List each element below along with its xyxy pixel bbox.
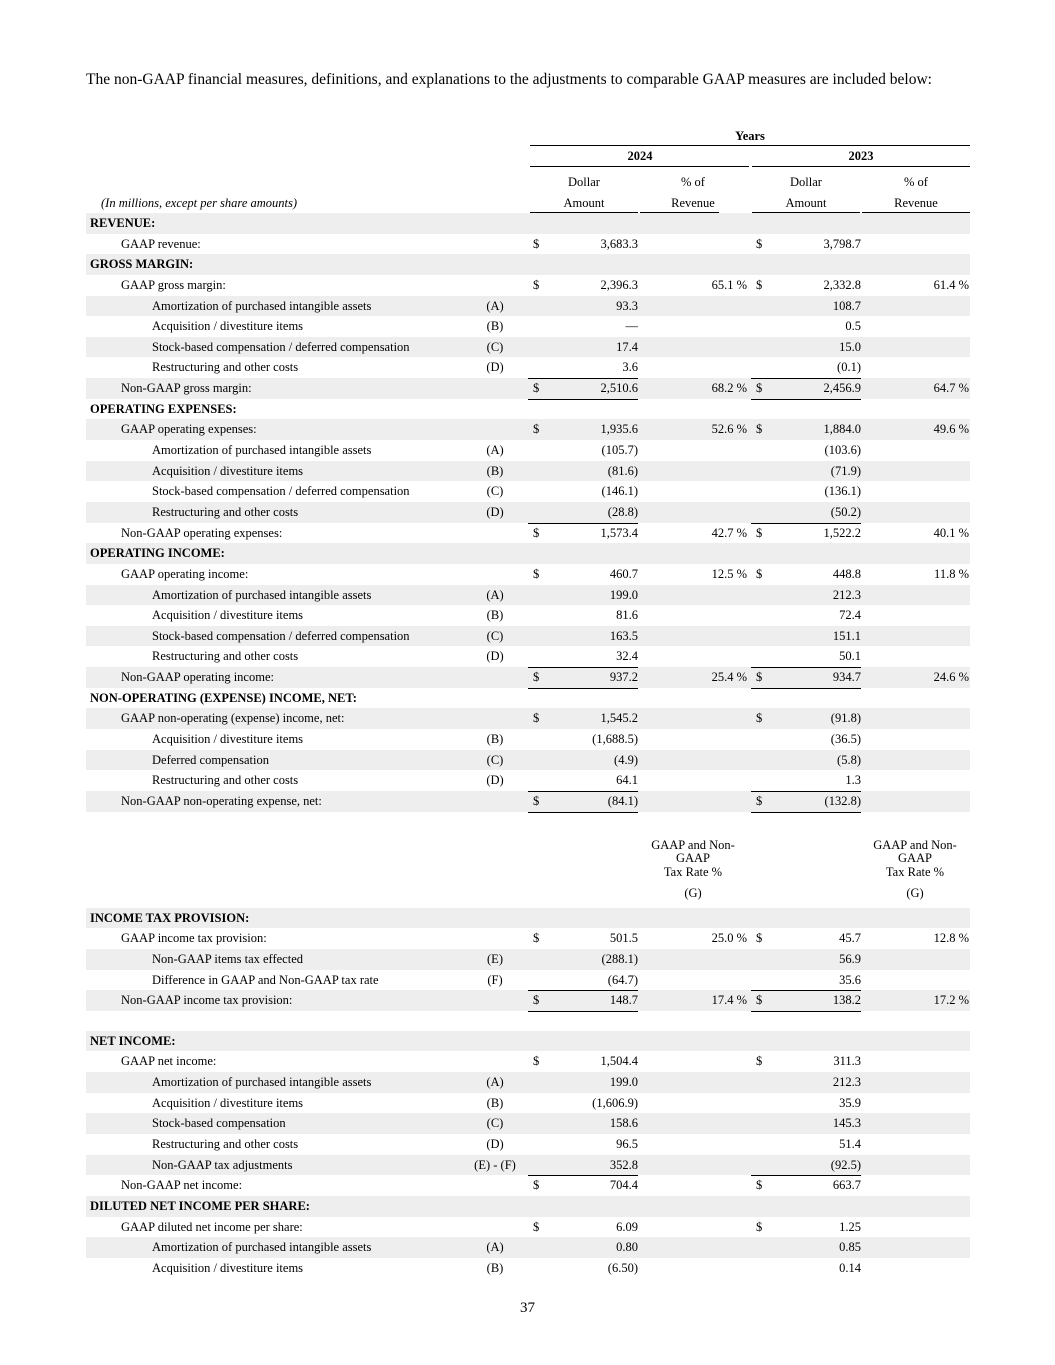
percent-2024: 17.4 % — [711, 993, 747, 1008]
percent-2024: 12.5 % — [711, 566, 747, 581]
pct-header-2023: % of — [904, 175, 928, 189]
table-row — [86, 750, 970, 771]
tax-rate-label-2024-l3: Tax Rate % — [663, 864, 723, 879]
total-rule — [751, 791, 861, 813]
table-row — [86, 708, 970, 729]
row-label: Restructuring and other costs — [152, 1136, 299, 1151]
row-label: Restructuring and other costs — [152, 360, 299, 375]
intro-paragraph: The non-GAAP financial measures, definitions, and explanations to the adjustments to comparable GAAP measures are included below: — [86, 71, 932, 88]
amount-2023: (92.5) — [830, 1157, 861, 1172]
percent-2023: 61.4 % — [933, 277, 969, 292]
dollar-header-2023: Dollar — [790, 175, 822, 189]
amount-header-2023: Amount — [785, 196, 827, 210]
amount-2024: 96.5 — [616, 1136, 638, 1151]
amount-2023: 151.1 — [832, 628, 861, 643]
amount-2023: 2,456.9 — [823, 381, 861, 396]
row-label: GAAP revenue: — [121, 236, 201, 251]
table-row — [86, 523, 970, 544]
amount-2023: (0.1) — [837, 360, 861, 375]
dollar-sign-2024: $ — [533, 525, 540, 540]
amount-2024: (288.1) — [601, 951, 638, 966]
amount-2023: (91.8) — [830, 711, 861, 726]
amount-2023: (103.6) — [824, 443, 861, 458]
amount-2024: 1,504.4 — [600, 1054, 638, 1069]
amount-2024: (1,688.5) — [592, 732, 638, 747]
units-note: (In millions, except per share amounts) — [101, 196, 298, 210]
amount-2023: 45.7 — [839, 931, 861, 946]
percent-2024: 68.2 % — [711, 381, 747, 396]
amount-2024: 81.6 — [616, 608, 638, 623]
footnote-ref: (A) — [486, 1240, 504, 1255]
table-row — [86, 646, 970, 667]
row-label: GAAP income tax provision: — [121, 931, 267, 946]
row-label: Restructuring and other costs — [152, 504, 299, 519]
page-number: 37 — [520, 1300, 535, 1316]
row-label: GAAP operating income: — [121, 566, 249, 581]
dollar-sign-2024: $ — [533, 566, 540, 581]
row-label: Acquisition / divestiture items — [152, 608, 304, 623]
amount-2024: 148.7 — [609, 993, 638, 1008]
table-row — [86, 1258, 970, 1279]
dollar-sign-2024: $ — [533, 1219, 540, 1234]
dollar-sign-2024: $ — [533, 711, 540, 726]
footnote-ref: (B) — [486, 319, 504, 334]
table-row — [86, 296, 970, 317]
amount-2023: 3,798.7 — [823, 236, 861, 251]
amount-2023: 448.8 — [832, 566, 861, 581]
dollar-sign-2024: $ — [533, 1054, 540, 1069]
table-row — [86, 1175, 970, 1196]
total-rule — [751, 378, 861, 400]
footnote-ref: (D) — [486, 1136, 504, 1151]
section-heading-row — [86, 908, 970, 929]
dollar-sign-2023: $ — [756, 277, 763, 292]
tax-rate-label-2024-l2: GAAP — [675, 850, 711, 865]
dollar-sign-2024: $ — [533, 993, 540, 1008]
row-label: Stock-based compensation — [152, 1116, 286, 1131]
amount-2024: 501.5 — [609, 931, 638, 946]
dollar-sign-2023: $ — [756, 1054, 763, 1069]
total-rule — [528, 378, 638, 400]
row-label: Acquisition / divestiture items — [152, 1095, 304, 1110]
table-row — [86, 928, 970, 949]
amount-2023: 934.7 — [832, 670, 861, 685]
row-label: GROSS MARGIN: — [90, 257, 194, 272]
table-row — [86, 440, 970, 461]
total-rule — [751, 523, 861, 545]
row-label: Amortization of purchased intangible assets — [152, 298, 372, 313]
amount-2024: 352.8 — [609, 1157, 638, 1172]
amount-2024: — — [625, 319, 638, 334]
amount-2024: (64.7) — [607, 972, 638, 987]
table-row — [86, 585, 970, 606]
tax-rate-header — [86, 839, 970, 908]
table-row — [86, 502, 970, 523]
dollar-sign-2023: $ — [756, 711, 763, 726]
years-header: Years — [735, 129, 765, 143]
amount-2023: (136.1) — [824, 484, 861, 499]
footnote-ref: (D) — [486, 649, 504, 664]
section-a — [86, 213, 970, 812]
table-row — [86, 275, 970, 296]
percent-2023: 17.2 % — [933, 993, 969, 1008]
table-row — [86, 970, 970, 991]
table-row — [86, 1237, 970, 1258]
percent-2023: 11.8 % — [934, 566, 969, 581]
dollar-sign-2023: $ — [756, 381, 763, 396]
amount-2023: 35.9 — [839, 1095, 861, 1110]
dollar-sign-2024: $ — [533, 277, 540, 292]
table-row — [86, 1217, 970, 1238]
tax-rate-note-2024: (G) — [684, 885, 702, 900]
tax-rate-label-2024-l1: GAAP and Non- — [651, 837, 735, 852]
dollar-sign-2023: $ — [756, 670, 763, 685]
amount-2024: 158.6 — [609, 1116, 638, 1131]
table-row — [86, 605, 970, 626]
amount-2024: 93.3 — [616, 298, 638, 313]
row-label: Non-GAAP income tax provision: — [121, 993, 293, 1008]
dollar-sign-2024: $ — [533, 931, 540, 946]
years-rule — [530, 145, 970, 146]
footnote-ref: (E) - (F) — [474, 1157, 516, 1172]
footnote-ref: (C) — [486, 339, 504, 354]
total-rule — [528, 791, 638, 813]
amount-2023: 2,332.8 — [823, 277, 861, 292]
tax-rate-note-2023: (G) — [906, 885, 924, 900]
amount-2023: (132.8) — [824, 793, 861, 808]
dollar-sign-2024: $ — [533, 793, 540, 808]
table-row — [86, 1113, 970, 1134]
table-row — [86, 770, 970, 791]
table-row — [86, 729, 970, 750]
row-label: Acquisition / divestiture items — [152, 463, 304, 478]
row-label: GAAP diluted net income per share: — [121, 1219, 303, 1234]
row-label: Stock-based compensation / deferred compensation — [152, 484, 410, 499]
pct-header-2024: % of — [681, 175, 705, 189]
percent-2023: 49.6 % — [933, 422, 969, 437]
percent-2024: 42.7 % — [711, 525, 747, 540]
table-row — [86, 949, 970, 970]
table-row — [86, 1093, 970, 1114]
amount-2023: 108.7 — [832, 298, 861, 313]
amount-2024: 3,683.3 — [600, 236, 638, 251]
row-label: Amortization of purchased intangible assets — [152, 1075, 372, 1090]
dollar-sign-2023: $ — [756, 236, 763, 251]
dollar-sign-2023: $ — [756, 1178, 763, 1193]
row-label: Acquisition / divestiture items — [152, 319, 304, 334]
amount-2023: 212.3 — [832, 587, 861, 602]
footnote-ref: (C) — [486, 484, 504, 499]
amount-2023: (71.9) — [830, 463, 861, 478]
dollar-sign-2024: $ — [533, 236, 540, 251]
amount-2023: 1.25 — [839, 1219, 861, 1234]
section-heading-row — [86, 1031, 970, 1052]
total-rule — [528, 990, 638, 1012]
table-row — [86, 564, 970, 585]
row-label: Difference in GAAP and Non-GAAP tax rate — [152, 972, 379, 987]
amount-2023: (50.2) — [830, 504, 861, 519]
year-2024-rule — [530, 166, 749, 167]
percent-2023: 40.1 % — [933, 525, 969, 540]
amount-2024: 704.4 — [609, 1178, 638, 1193]
row-label: GAAP operating expenses: — [121, 422, 257, 437]
amount-2023: (5.8) — [837, 752, 861, 767]
total-rule — [751, 667, 861, 689]
amount-2024: (6.50) — [607, 1260, 638, 1275]
dollar-sign-2023: $ — [756, 566, 763, 581]
dollar-sign-2023: $ — [756, 1219, 763, 1234]
section-heading-row — [86, 399, 970, 420]
row-label: Stock-based compensation / deferred compensation — [152, 628, 410, 643]
amount-2023: 50.1 — [839, 649, 861, 664]
reconciliation-table — [86, 213, 970, 1278]
amount-2024: 64.1 — [616, 773, 638, 788]
footnote-ref: (C) — [486, 1116, 504, 1131]
table-row — [86, 990, 970, 1011]
footnote-ref: (A) — [486, 298, 504, 313]
row-label: Deferred compensation — [152, 752, 269, 767]
table-row — [86, 316, 970, 337]
section-heading-row — [86, 213, 970, 234]
table-row — [86, 1134, 970, 1155]
row-label: Non-GAAP non-operating expense, net: — [121, 793, 322, 808]
footnote-ref: (B) — [486, 732, 504, 747]
row-label: Acquisition / divestiture items — [152, 1260, 304, 1275]
amount-2023: 0.14 — [839, 1260, 861, 1275]
row-label: OPERATING EXPENSES: — [90, 401, 237, 416]
table-row — [86, 419, 970, 440]
tax-rate-label-2023-l1: GAAP and Non- — [873, 837, 957, 852]
revenue-header-2024: Revenue — [671, 196, 715, 210]
amount-2024: 3.6 — [622, 360, 638, 375]
table-row — [86, 626, 970, 647]
amount-2023: 0.85 — [839, 1240, 861, 1255]
amount-2024: 199.0 — [609, 1075, 638, 1090]
amount-2023: 1,884.0 — [823, 422, 861, 437]
amount-2024: 2,510.6 — [600, 381, 638, 396]
amount-2024: (105.7) — [601, 443, 638, 458]
amount-2023: 212.3 — [832, 1075, 861, 1090]
amount-2024: 32.4 — [616, 649, 638, 664]
amount-2024: 0.80 — [616, 1240, 638, 1255]
amount-2024: (4.9) — [614, 752, 638, 767]
amount-2024: 17.4 — [616, 339, 638, 354]
row-label: GAAP gross margin: — [121, 277, 226, 292]
table-row — [86, 1072, 970, 1093]
dollar-sign-2023: $ — [756, 993, 763, 1008]
table-row — [86, 461, 970, 482]
year-2023-header: 2023 — [848, 149, 874, 163]
amount-2024: (81.6) — [607, 463, 638, 478]
footnote-ref: (C) — [486, 628, 504, 643]
row-label: Amortization of purchased intangible assets — [152, 443, 372, 458]
percent-2023: 24.6 % — [933, 670, 969, 685]
row-label: OPERATING INCOME: — [90, 546, 225, 561]
row-label: GAAP net income: — [121, 1054, 217, 1069]
amount-2023: 663.7 — [832, 1178, 861, 1193]
dollar-header-2024: Dollar — [568, 175, 600, 189]
year-2023-rule — [752, 166, 970, 167]
total-rule — [528, 523, 638, 545]
amount-2024: (28.8) — [607, 504, 638, 519]
footnote-ref: (B) — [486, 463, 504, 478]
amount-2023: 1.3 — [845, 773, 861, 788]
amount-2023: 0.5 — [845, 319, 861, 334]
table-row — [86, 1155, 970, 1176]
amount-2024: 163.5 — [609, 628, 638, 643]
amount-2024: (146.1) — [601, 484, 638, 499]
subtotal-rule — [751, 1155, 861, 1176]
footnote-ref: (E) — [487, 951, 503, 966]
footnote-ref: (F) — [487, 972, 503, 987]
dollar-sign-2024: $ — [533, 670, 540, 685]
percent-2023: 12.8 % — [933, 931, 969, 946]
dollar-sign-2023: $ — [756, 793, 763, 808]
amount-2023: 51.4 — [839, 1136, 861, 1151]
footnote-ref: (D) — [486, 360, 504, 375]
amount-2023: (36.5) — [830, 732, 861, 747]
dollar-sign-2023: $ — [756, 931, 763, 946]
row-label: Non-GAAP operating income: — [121, 670, 274, 685]
footnote-ref: (B) — [486, 1095, 504, 1110]
percent-2024: 65.1 % — [711, 277, 747, 292]
amount-2024: (1,606.9) — [592, 1095, 638, 1110]
amount-2023: 72.4 — [839, 608, 861, 623]
amount-2024: 1,935.6 — [600, 422, 638, 437]
footnote-ref: (A) — [486, 587, 504, 602]
dollar-sign-2023: $ — [756, 422, 763, 437]
footnote-ref: (C) — [486, 752, 504, 767]
row-label: Restructuring and other costs — [152, 649, 299, 664]
table-row — [86, 378, 970, 399]
section-heading-row — [86, 688, 970, 709]
section-c — [86, 1031, 970, 1279]
row-label: GAAP non-operating (expense) income, net: — [121, 711, 345, 726]
amount-2024: 937.2 — [609, 670, 638, 685]
total-rule — [751, 990, 861, 1012]
dollar-sign-2024: $ — [533, 381, 540, 396]
revenue-header-2023: Revenue — [894, 196, 938, 210]
amount-2023: 138.2 — [832, 993, 861, 1008]
amount-2023: 35.6 — [839, 972, 861, 987]
footnote-ref: (B) — [486, 1260, 504, 1275]
section-heading-row — [86, 254, 970, 275]
amount-2023: 56.9 — [839, 951, 861, 966]
row-label: Non-GAAP items tax effected — [152, 951, 304, 966]
year-2024-header: 2024 — [627, 149, 653, 163]
table-row — [86, 481, 970, 502]
table-row — [86, 234, 970, 255]
table-row — [86, 791, 970, 812]
row-label: REVENUE: — [90, 216, 156, 230]
table-row — [86, 667, 970, 688]
row-label: Non-GAAP net income: — [121, 1178, 243, 1193]
footnote-ref: (A) — [486, 1075, 504, 1090]
amount-2024: 199.0 — [609, 587, 638, 602]
amount-2023: 145.3 — [832, 1116, 861, 1131]
row-label: Restructuring and other costs — [152, 773, 299, 788]
subtotal-rule — [528, 1155, 638, 1176]
amount-header-2024: Amount — [563, 196, 605, 210]
amount-2023: 311.3 — [833, 1054, 861, 1069]
section-b — [86, 908, 970, 1011]
amount-2024: 2,396.3 — [600, 277, 638, 292]
footnote-ref: (A) — [486, 443, 504, 458]
percent-2023: 64.7 % — [933, 381, 969, 396]
row-label: Stock-based compensation / deferred compensation — [152, 339, 410, 354]
row-label: DILUTED NET INCOME PER SHARE: — [90, 1198, 310, 1213]
total-rule — [528, 667, 638, 689]
row-label: NON-OPERATING (EXPENSE) INCOME, NET: — [90, 690, 357, 705]
footnote-ref: (D) — [486, 504, 504, 519]
amount-2024: 460.7 — [609, 566, 638, 581]
amount-2023: 1,522.2 — [823, 525, 861, 540]
dollar-sign-2023: $ — [756, 525, 763, 540]
amount-2024: 6.09 — [616, 1219, 638, 1234]
footnote-ref: (D) — [486, 773, 504, 788]
amount-2023: 15.0 — [839, 339, 861, 354]
percent-2024: 52.6 % — [711, 422, 747, 437]
row-label: INCOME TAX PROVISION: — [90, 910, 250, 925]
table-row — [86, 357, 970, 378]
percent-2024: 25.0 % — [711, 931, 747, 946]
row-label: Acquisition / divestiture items — [152, 732, 304, 747]
row-label: Amortization of purchased intangible assets — [152, 1240, 372, 1255]
dollar-sign-2024: $ — [533, 1178, 540, 1193]
section-heading-row — [86, 1196, 970, 1217]
row-label: Non-GAAP tax adjustments — [152, 1157, 293, 1172]
row-label: Amortization of purchased intangible assets — [152, 587, 372, 602]
row-label: NET INCOME: — [90, 1033, 176, 1048]
row-label: Non-GAAP operating expenses: — [121, 525, 283, 540]
section-heading-row — [86, 543, 970, 564]
amount-2024: 1,545.2 — [600, 711, 638, 726]
footnote-ref: (B) — [486, 608, 504, 623]
table-row — [86, 1051, 970, 1072]
amount-2024: 1,573.4 — [600, 525, 638, 540]
amount-2024: (84.1) — [607, 793, 638, 808]
tax-rate-label-2023-l3: Tax Rate % — [885, 864, 945, 879]
row-label: Non-GAAP gross margin: — [121, 381, 252, 396]
tax-rate-label-2023-l2: GAAP — [897, 850, 933, 865]
dollar-sign-2024: $ — [533, 422, 540, 437]
percent-2024: 25.4 % — [711, 670, 747, 685]
table-row — [86, 337, 970, 358]
